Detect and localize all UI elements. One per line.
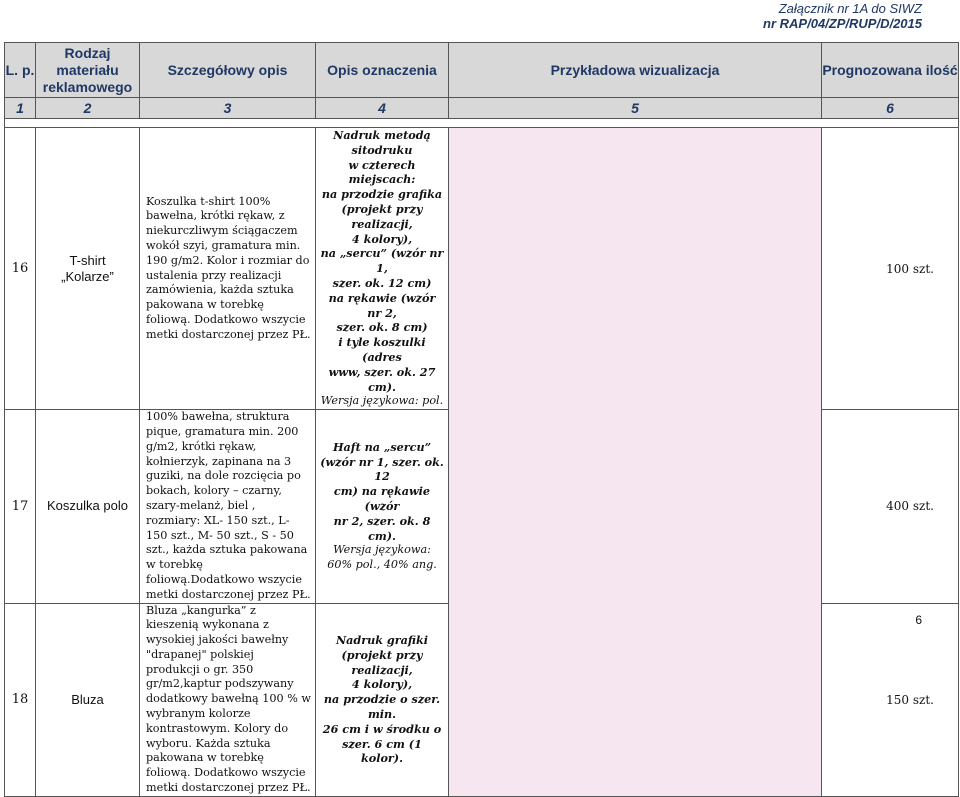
marking-line: szer. ok. 8 cm): [336, 320, 428, 335]
marking-line: na rękawie (wzór nr 2,: [328, 290, 436, 320]
header-description: Szczegółowy opis: [140, 43, 316, 98]
row-lp: 17: [5, 410, 36, 603]
marking-line: (projekt przy realizacji,: [341, 647, 423, 677]
header-lp: L. p.: [5, 43, 36, 98]
header-material-type: Rodzaj materiału reklamowego: [36, 43, 140, 98]
row-material-name: Bluza: [36, 603, 140, 796]
row-marking: [316, 128, 449, 410]
page-number: 6: [915, 613, 922, 627]
marking-line: 4 kolory),: [351, 231, 413, 246]
marking-line: nr 2, szer. ok. 8 cm).: [333, 513, 431, 543]
language-version: Wersja językowa: pol.: [320, 394, 444, 408]
material-name-line: „Kolarze”: [61, 268, 114, 284]
row-marking: [316, 603, 449, 796]
row-marking: [316, 410, 449, 603]
column-number-row: [5, 98, 959, 119]
col-number: 5: [449, 98, 822, 119]
row-material-name: Koszulka polo: [36, 410, 140, 603]
marking-line: sitodruku: [351, 142, 413, 157]
spacer-row: [5, 119, 959, 128]
col-number: 6: [822, 98, 959, 119]
marking-line: www, szer. ok. 27 cm).: [328, 364, 436, 394]
language-version: 60% pol., 40% ang.: [327, 558, 437, 572]
marking-line: 4 kolory),: [351, 677, 413, 692]
marking-line: Nadruk metodą: [333, 128, 431, 142]
row-quantity: 150 szt.: [822, 603, 959, 796]
header-marking: Opis oznaczenia: [316, 43, 449, 98]
marking-line: cm) na rękawie (wzór: [333, 484, 431, 513]
row-description: Bluza „kangurka” z kieszenią wykonana z wysokiej jakości bawełny "drapanej" polskiej produkcji o gr. 350 gr/m2,kaptur podszywany dodatkowy bawełną 100 % w wybranym kolorze kontrastowym. Kolory do wyboru. Każda sztuka pakowana w torebkę foliową. Dodatkowo wszycie metki dostarczonej przez PŁ.: [140, 603, 316, 796]
marking-line: 26 cm i w środku o: [322, 721, 442, 736]
marking-line: Haft na „sercu”: [332, 439, 432, 454]
row-description: Koszulka t-shirt 100% bawełna, krótki rękaw, z niekurczliwym ściągaczem wokół szyi, gramatura min. 190 g/m2. Kolor i rozmiar do ustalenia przy realizacji zamówienia, każda sztuka pakowana w torebkę foliową. Dodatkowo wszycie metki dostarczonej przez PŁ.: [140, 128, 316, 410]
marking-line: szer. ok. 12 cm): [332, 275, 432, 290]
row-quantity: 100 szt.: [822, 128, 959, 410]
annex-line-1: Załącznik nr 1A do SIWZ: [778, 1, 922, 16]
marking-line: na przodzie o szer. min.: [323, 692, 441, 722]
materials-table: [4, 42, 959, 797]
marking-line: na przodzie grafika: [321, 187, 443, 202]
col-number: 4: [316, 98, 449, 119]
row-lp: 16: [5, 128, 36, 410]
header-row: [5, 43, 959, 98]
marking-line: Nadruk grafiki: [335, 633, 429, 648]
row-quantity: 400 szt.: [822, 410, 959, 603]
marking-line: i tyle koszulki (adres: [338, 335, 426, 364]
annex-reference: [763, 1, 922, 31]
col-number: 3: [140, 98, 316, 119]
header-visualization: Przykładowa wizualizacja: [449, 43, 822, 98]
visualization-cell: [449, 128, 822, 797]
header-quantity: Prognozowana ilość: [822, 43, 959, 98]
row-material-name: [36, 128, 140, 410]
marking-line: w czterech miejscach:: [348, 157, 416, 187]
col-number: 1: [5, 98, 36, 119]
marking-line: szer. 6 cm (1 kolor).: [342, 736, 422, 766]
table-row: [5, 128, 959, 410]
row-description: 100% bawełna, struktura pique, gramatura min. 200 g/m2, krótki rękaw, kołnierzyk, zapinana na 3 guziki, na dole rozcięcia po bokach, kolory – czarny, szary-melanż, biel , rozmiary: XL- 150 szt., L- 150 szt., M- 50 szt., S - 50 szt., każda sztuka pakowana w torebkę foliową.Dodatkowo wszycie metki dostarczonej przez PŁ.: [140, 410, 316, 603]
annex-line-2: nr RAP/04/ZP/RUP/D/2015: [763, 16, 922, 31]
marking-line: na „sercu” (wzór nr 1,: [320, 246, 444, 276]
language-version: Wersja językowa:: [333, 543, 431, 557]
marking-line: (wzór nr 1, szer. ok. 12: [320, 454, 444, 484]
marking-line: (projekt przy realizacji,: [341, 201, 423, 231]
material-name-line: T-shirt: [69, 252, 106, 268]
row-lp: 18: [5, 603, 36, 796]
col-number: 2: [36, 98, 140, 119]
